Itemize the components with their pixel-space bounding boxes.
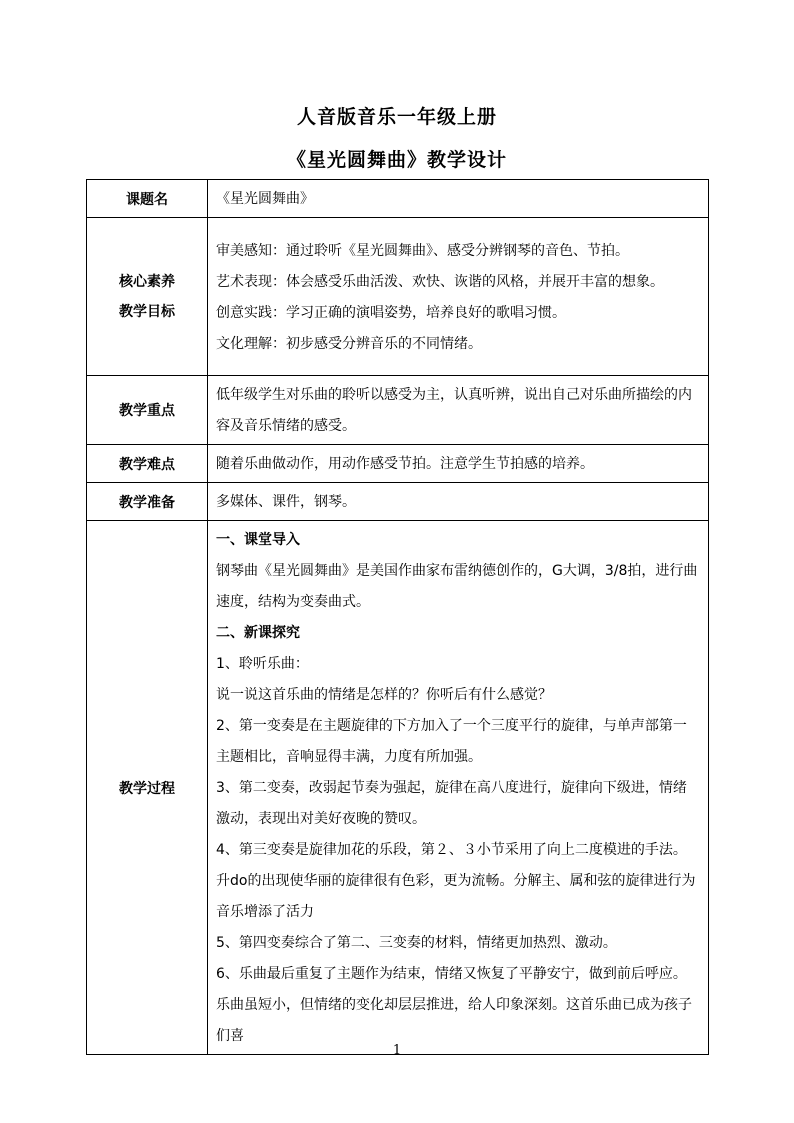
- goal-artistic: 艺术表现：体会感受乐曲活泼、欢快、诙谐的风格，并展开丰富的想象。: [216, 273, 664, 290]
- focus-label: 教学重点: [87, 376, 208, 445]
- process-item-1-question: 说一说这首乐曲的情绪是怎样的？你听后有什么感觉？: [216, 687, 552, 703]
- process-item-3: 3、第二变奏，改弱起节奏为强起，旋律在高八度进行，旋律向下级进，情绪激动，表现出对美好夜晚的赞叹。: [216, 780, 687, 827]
- table-row-goals: [87, 218, 709, 376]
- process-item-5: 5、第四变奏综合了第二、三变奏的材料，情绪更加热烈、激动。: [216, 935, 617, 951]
- document-title: 人音版音乐一年级上册: [296, 106, 497, 128]
- page-number: 1: [392, 1043, 402, 1058]
- goal-cultural: 文化理解：初步感受分辨音乐的不同情绪。: [216, 335, 482, 352]
- goals-label: [87, 218, 208, 376]
- section-intro-text: 钢琴曲《星光圆舞曲》是美国作曲家布雷纳德创作的，G大调，3/8拍，进行曲速度，结构为变奏曲式。: [216, 563, 698, 610]
- process-item-4: 4、第三变奏是旋律加花的乐段，第２、３小节采用了向上二度模进的手法。升do的出现使华丽的旋律很有色彩，更为流畅。分解主、属和弦的旋律进行为音乐增添了活力: [216, 842, 696, 920]
- preparation-content: [208, 483, 709, 521]
- section-explore-heading: 二、新课探究: [216, 625, 300, 641]
- preparation-label: 教学准备: [87, 483, 208, 521]
- focus-text: 低年级学生对乐曲的聆听以感受为主，认真听辨，说出自己对乐曲所描绘的内容及音乐情绪的感受。: [216, 387, 692, 434]
- topic-text: 《星光圆舞曲》: [216, 191, 314, 207]
- goal-aesthetic: 审美感知：通过聆听《星光圆舞曲》、感受分辨钢琴的音色、节拍。: [216, 242, 629, 259]
- goals-label-line1: 核心素养: [119, 273, 175, 290]
- difficulty-label: 教学难点: [87, 445, 208, 483]
- document-subtitle: 《星光圆舞曲》教学设计: [286, 149, 507, 171]
- table-row-difficulty: [87, 445, 709, 483]
- preparation-text: 多媒体、课件，钢琴。: [216, 494, 356, 510]
- goals-content: [208, 218, 709, 376]
- section-intro-heading: 一、课堂导入: [216, 532, 300, 548]
- focus-content: [208, 376, 709, 445]
- topic-label: 课题名: [87, 180, 208, 218]
- process-label: 教学过程: [87, 521, 208, 1055]
- table-row-focus: [87, 376, 709, 445]
- process-content: [208, 521, 709, 1055]
- goals-label-line2: 教学目标: [119, 303, 175, 320]
- table-row-preparation: [87, 483, 709, 521]
- difficulty-content: [208, 445, 709, 483]
- table-row-topic: [87, 180, 709, 218]
- goal-creative: 创意实践：学习正确的演唱姿势，培养良好的歌唱习惯。: [216, 304, 566, 321]
- table-row-process: [87, 521, 709, 1055]
- lesson-plan-table: [86, 179, 709, 1055]
- difficulty-text: 随着乐曲做动作，用动作感受节拍。注意学生节拍感的培养。: [216, 456, 594, 472]
- process-item-6: 6、乐曲最后重复了主题作为结束，情绪又恢复了平静安宁，做到前后呼应。乐曲虽短小，但情绪的变化却层层推进，给人印象深刻。这首乐曲已成为孩子们喜: [216, 966, 692, 1044]
- process-item-1: 1、聆听乐曲：: [216, 656, 309, 672]
- topic-content: [208, 180, 709, 218]
- process-item-2: 2、第一变奏是在主题旋律的下方加入了一个三度平行的旋律，与单声部第一主题相比，音响显得丰满，力度有所加强。: [216, 718, 687, 765]
